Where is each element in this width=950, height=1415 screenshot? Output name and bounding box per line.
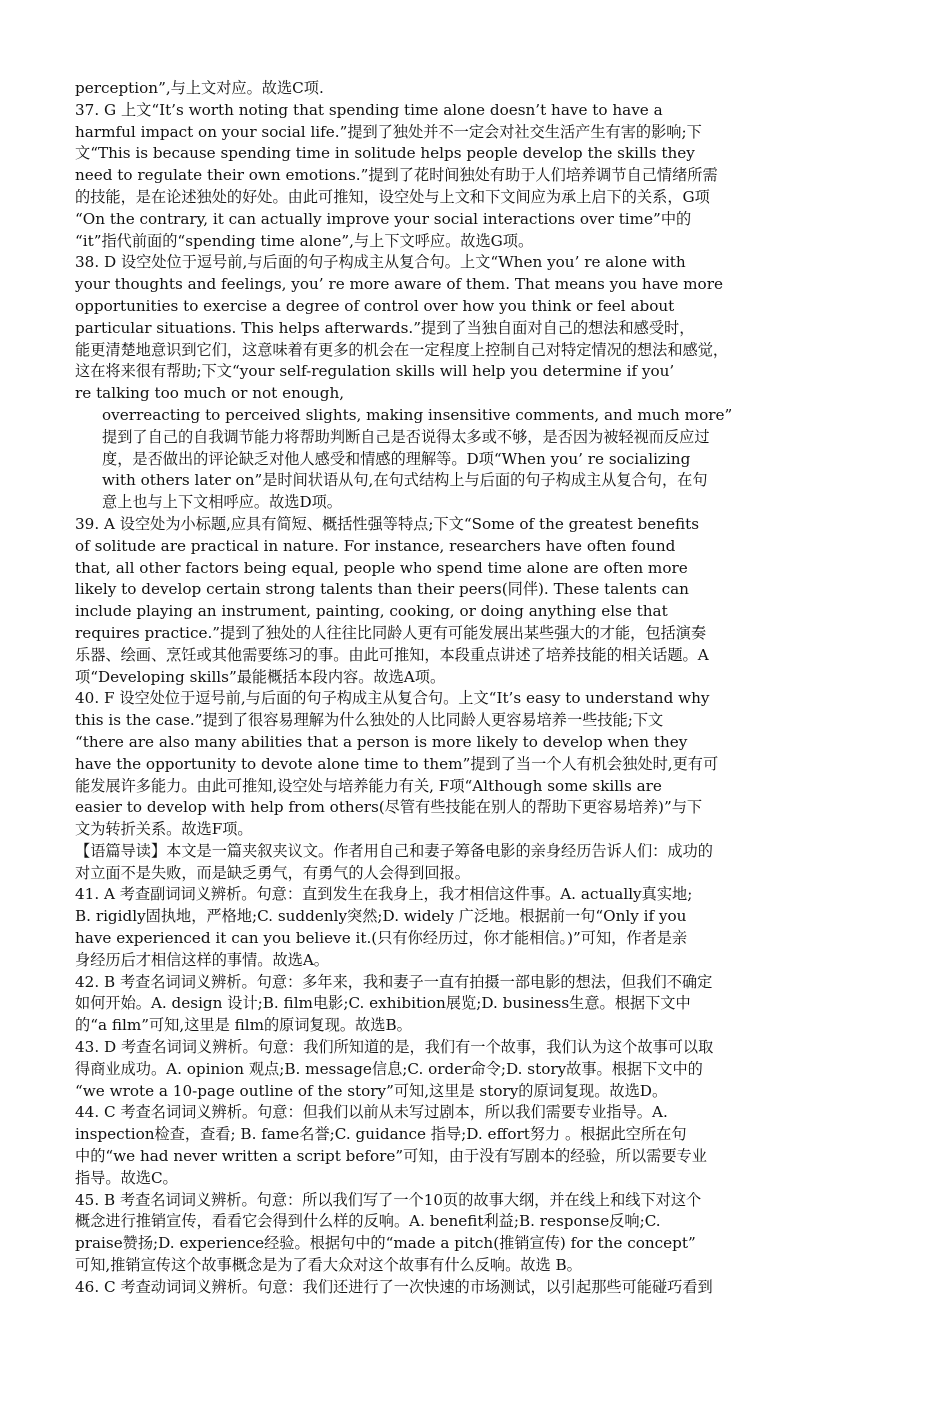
- text-line: perception”,与上文对应。故选C项.: [75, 79, 324, 97]
- text-line: 乐器、绘画、烹饪或其他需要练习的事。由此可推知，本段重点讲述了培养技能的相关话题。A: [75, 645, 709, 664]
- text-line: 的技能，是在论述独处的好处。由此可推知，设空处与上文和下文间应为承上启下的关系，G项: [75, 187, 710, 206]
- text-line: “it”指代前面的“spending time alone”,与上下文呼应。故选G项。: [75, 231, 534, 250]
- text-line: likely to develop certain strong talents than their peers(同伴). These talents can: [75, 580, 689, 599]
- text-line: 40. F 设空处位于逗号前,与后面的句子构成主从复合句。上文“It’s easy to understand why: [75, 689, 710, 708]
- text-line: “On the contrary, it can actually improve your social interactions over time”中的: [75, 209, 692, 228]
- text-line: 文为转折关系。故选F项。: [75, 820, 253, 839]
- text-line: of solitude are practical in nature. For instance, researchers have often found: [75, 536, 676, 555]
- text-line: 得商业成功。A. opinion 观点;B. message信息;C. order命令;D. story故事。根据下文中的: [75, 1059, 703, 1078]
- text-line: overreacting to perceived slights, making insensitive comments, and much more”: [102, 405, 733, 424]
- text-line: need to regulate their own emotions.”提到了花时间独处有助于人们培养调节自己情绪所需: [75, 166, 718, 185]
- text-line: easier to develop with help from others(尽管有些技能在别人的帮助下更容易培养)”与下: [75, 798, 703, 817]
- text-line: 能发展许多能力。由此可推知,设空处与培养能力有关, F项“Although some skills are: [75, 776, 662, 795]
- text-line: 的“a film”可知,这里是 film的原词复现。故选B。: [75, 1016, 412, 1035]
- text-line: “we wrote a 10-page outline of the story”可知,这里是 story的原词复现。故选D。: [75, 1081, 668, 1100]
- text-line: 能更清楚地意识到它们，这意味着有更多的机会在一定程度上控制自己对特定情况的想法和感觉，: [75, 340, 729, 359]
- text-line: 身经历后才相信这样的事情。故选A。: [75, 950, 329, 969]
- text-line: 38. D 设空处位于逗号前,与后面的句子构成主从复合句。上文“When you’ re alone with: [75, 253, 686, 272]
- text-line: “there are also many abilities that a person is more likely to develop when they: [75, 732, 688, 751]
- text-line: 指导。故选C。: [75, 1168, 178, 1187]
- text-line: this is the case.”提到了很容易理解为什么独处的人比同龄人更容易培养一些技能;下文: [75, 711, 664, 730]
- text-line: have experienced it can you believe it.(只有你经历过，你才能相信。)”可知，作者是亲: [75, 929, 688, 948]
- text-line: with others later on”是时间状语从句,在句式结构上与后面的句子构成主从复合句，在句: [102, 471, 708, 490]
- text-line: 意上也与上下文相呼应。故选D项。: [102, 493, 342, 512]
- text-body: [75, 78, 878, 1299]
- text-line: requires practice.”提到了独处的人往往比同龄人更有可能发展出某些强大的才能，包括演奏: [75, 623, 707, 642]
- text-line: 概念进行推销宣传，看看它会得到什么样的反响。A. benefit利益;B. response反响;C.: [75, 1212, 661, 1231]
- text-line: 提到了自己的自我调节能力将帮助判断自己是否说得太多或不够，是否因为被轻视而反应过: [102, 427, 710, 446]
- text-line: praise赞扬;D. experience经验。根据句中的“made a pitch(推销宣传) for the concept”: [75, 1234, 696, 1253]
- text-line: 41. A 考查副词词义辨析。句意：直到发生在我身上，我才相信这件事。A. actually真实地;: [75, 885, 693, 904]
- text-line: 42. B 考查名词词义辨析。句意：多年来，我和妻子一直有拍摄一部电影的想法，但我们不确定: [75, 972, 713, 991]
- text-line: inspection检查，查看; B. fame名誉;C. guidance 指导;D. effort努力 。根据此空所在句: [75, 1125, 687, 1144]
- text-line: 43. D 考查名词词义辨析。句意：我们所知道的是，我们有一个故事，我们认为这个故事可以取: [75, 1038, 714, 1057]
- text-line: 度，是否做出的评论缺乏对他人感受和情感的理解等。D项“When you’ re socializing: [102, 449, 691, 468]
- text-line: 项“Developing skills”最能概括本段内容。故选A项。: [75, 667, 446, 686]
- text-line: 可知,推销宣传这个故事概念是为了看大众对这个故事有什么反响。故选 B。: [75, 1256, 582, 1275]
- text-line: 对立面不是失败，而是缺乏勇气，有勇气的人会得到回报。: [75, 863, 470, 882]
- text-line: your thoughts and feelings, you’ re more aware of them. That means you have more: [75, 275, 723, 294]
- text-line: re talking too much or not enough,: [75, 384, 345, 403]
- text-line: 【语篇导读】本文是一篇夹叙夹议文。作者用自己和妻子筹备电影的亲身经历告诉人们：成功的: [75, 841, 713, 860]
- text-line: B. rigidly固执地，严格地;C. suddenly突然;D. widely 广泛地。根据前一句“Only if you: [75, 907, 687, 926]
- text-line: that, all other factors being equal, people who spend time alone are often more: [75, 558, 688, 577]
- document-page: [75, 78, 878, 1299]
- text-line: include playing an instrument, painting, cooking, or doing anything else that: [75, 602, 668, 621]
- text-line: 37. G 上文“It’s worth noting that spending time alone doesn’t have to have a: [75, 100, 663, 119]
- text-line: 46. C 考查动词词义辨析。句意：我们还进行了一次快速的市场测试，以引起那些可能碰巧看到: [75, 1277, 713, 1296]
- text-line: 39. A 设空处为小标题,应具有简短、概括性强等特点;下文“Some of the greatest benefits: [75, 514, 700, 533]
- text-line: 如何开始。A. design 设计;B. film电影;C. exhibition展览;D. business生意。根据下文中: [75, 994, 691, 1013]
- text-line: 44. C 考查名词词义辨析。句意：但我们以前从未写过剧本，所以我们需要专业指导。A.: [75, 1103, 668, 1122]
- text-line: harmful impact on your social life.”提到了独处并不一定会对社交生活产生有害的影响;下: [75, 122, 702, 141]
- text-line: 文“This is because spending time in solitude helps people develop the skills they: [75, 144, 695, 163]
- text-line: 中的“we had never written a script before”可知，由于没有写剧本的经验，所以需要专业: [75, 1147, 707, 1166]
- text-line: particular situations. This helps afterwards.”提到了当独自面对自己的想法和感受时，: [75, 318, 695, 337]
- text-line: 这在将来很有帮助;下文“your self-regulation skills will help you determine if you’: [75, 362, 675, 381]
- text-line: opportunities to exercise a degree of control over how you think or feel about: [75, 296, 675, 315]
- text-line: 45. B 考查名词词义辨析。句意：所以我们写了一个10页的故事大纲，并在线上和线下对这个: [75, 1190, 702, 1209]
- text-line: have the opportunity to devote alone time to them”提到了当一个人有机会独处时,更有可: [75, 754, 719, 773]
